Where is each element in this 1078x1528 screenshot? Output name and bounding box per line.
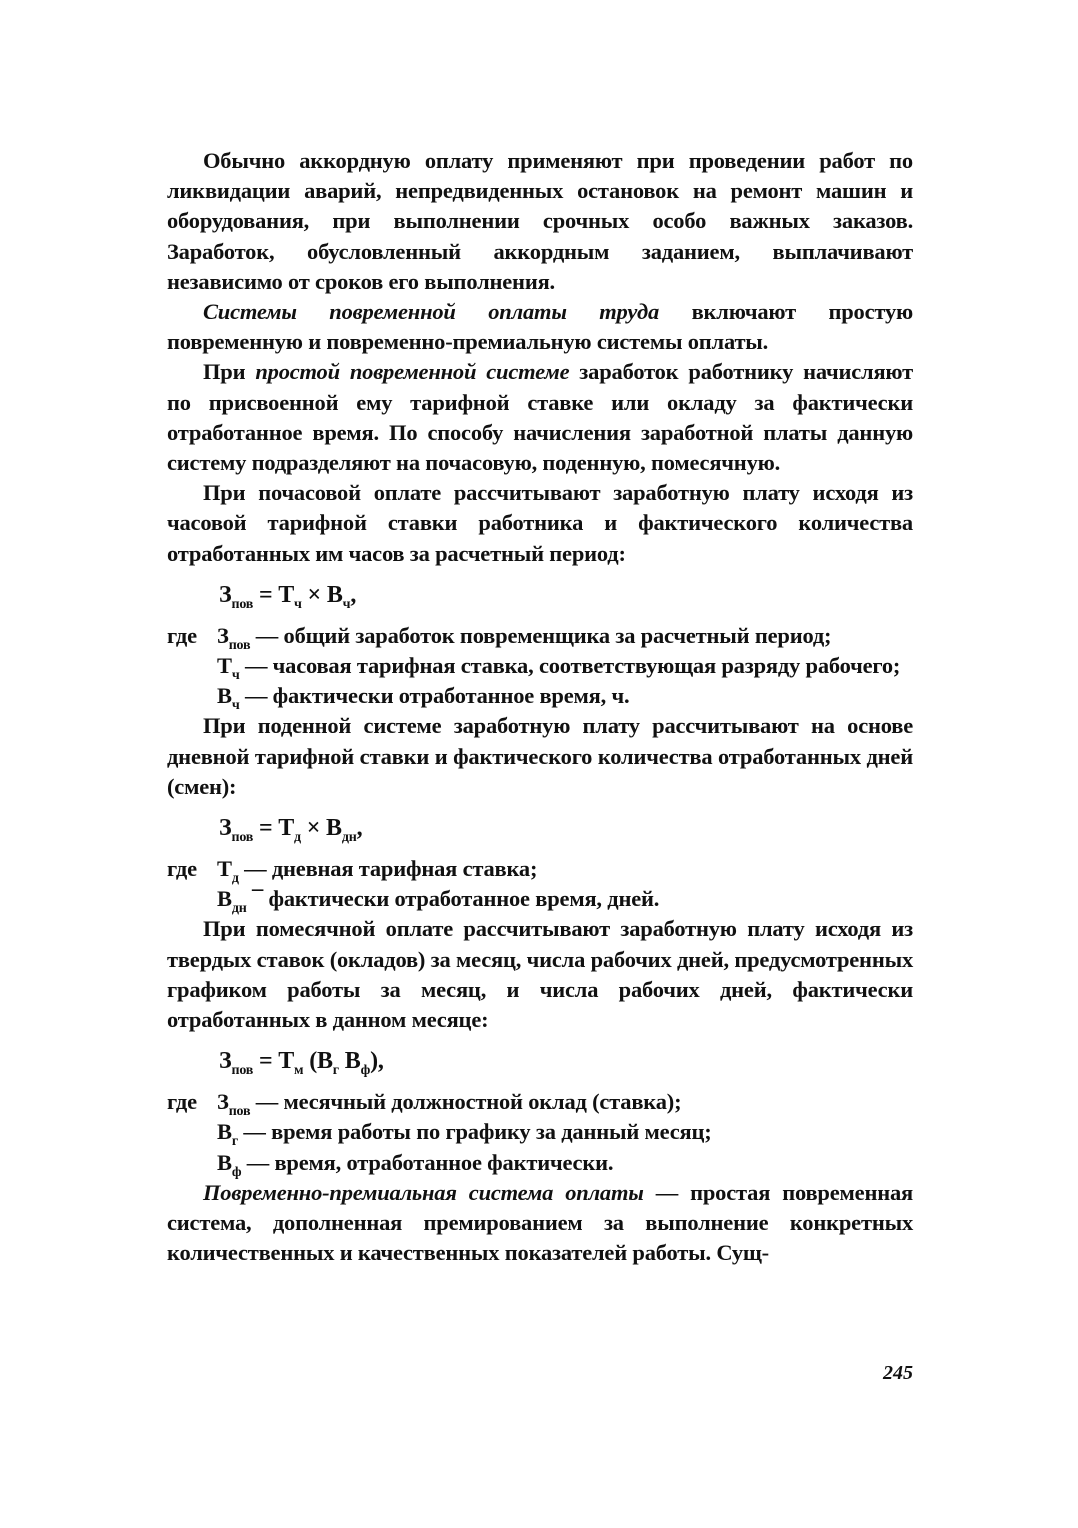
definition-item: $Т_д$ — дневная тарифная ставка; xyxy=(217,856,538,887)
where-block-daily: где $Т_д$ — дневная тарифная ставка; $В_{дн}$ ¯ фактически отработанное время, дней. xyxy=(167,854,913,914)
paragraph-hourly: При почасовой оплате рассчитывают заработную плату исходя из часовой тарифной ставки работника и фактического количества отработанных им часов за расчетный период: xyxy=(167,480,913,566)
definition-item: $В_г$ — время работы по графику за данный месяц; xyxy=(217,1119,712,1150)
where-block-hourly: где $З_{пов}$ — общий заработок повременщика за расчетный период; $Т_ч$ — часовая тарифная ставка, соответствующая разряду рабочего; $В_ч$ — фактически отработанное время, ч. xyxy=(167,621,913,712)
page-body xyxy=(167,146,913,1269)
formula-daily: $З_{пов} = Т_д \times В_{дн}$, xyxy=(219,815,363,846)
paragraph-daily: При поденной системе заработную плату рассчитывают на основе дневной тарифной ставки и фактического количества отработанных дней (смен): xyxy=(167,713,913,799)
paragraph-simple-time: При простой повременной системе заработок работнику начисляют по присвоенной ему тарифной ставке или окладу за фактически отработанное время. По способу начисления заработной платы данную систему подразделяют на почасовую, поденную, помесячную. xyxy=(167,359,913,476)
term-simple-time: простой повременной системе xyxy=(255,359,570,385)
paragraph-time-bonus: Повременно-премиальная система оплаты — простая повременная система, дополненная премированием за выполнение конкретных количественных и качественных показателей работы. Сущ- xyxy=(167,1179,913,1266)
term-time-bonus: Повременно-премиальная система оплаты xyxy=(203,1179,644,1205)
formula-monthly: $З_{пов} = Т_м$ ($В_г$ $В_ф$), xyxy=(219,1048,384,1079)
definition-item: $В_{дн}$ ¯ фактически отработанное время, дней. xyxy=(217,886,660,917)
page-number: 245 xyxy=(883,1362,913,1384)
where-block-monthly: где $З_{пов}$ — месячный должностной оклад (ставка); $В_г$ — время работы по графику за данный месяц; $В_ф$ — время, отработанное фактически. xyxy=(167,1087,913,1178)
definition-item: $З_{пов}$ — месячный должностной оклад (ставка); xyxy=(217,1089,682,1120)
formula-hourly: $З_{пов} = Т_ч \times В_ч$, xyxy=(219,581,357,612)
paragraph-chord-pay: Обычно аккордную оплату применяют при проведении работ по ликвидации аварий, непредвиденных остановок на ремонт машин и оборудования, при выполнении срочных особо важных заказов. Заработок, обусловленный аккордным заданием, выплачивают независимо от сроков его выполнения. xyxy=(167,148,913,294)
definition-item: $З_{пов}$ — общий заработок повременщика за расчетный период; xyxy=(217,622,832,653)
term-time-systems: Системы повременной оплаты труда xyxy=(203,299,660,325)
definition-item: $В_ф$ — время, отработанное фактически. xyxy=(217,1149,614,1180)
definition-item: $В_ч$ — фактически отработанное время, ч. xyxy=(217,683,630,714)
paragraph-monthly: При помесячной оплате рассчитывают заработную плату исходя из твердых ставок (окладов) за месяц, числа рабочих дней, предусмотренных графиком работы за месяц, и числа рабочих дней, фактически отработанных в данном месяце: xyxy=(167,916,913,1033)
definition-item: $Т_ч$ — часовая тарифная ставка, соответствующая разряду рабочего; xyxy=(217,653,901,684)
paragraph-time-systems: Системы повременной оплаты труда включают простую повременную и повременно-премиальную системы оплаты. xyxy=(167,299,913,355)
